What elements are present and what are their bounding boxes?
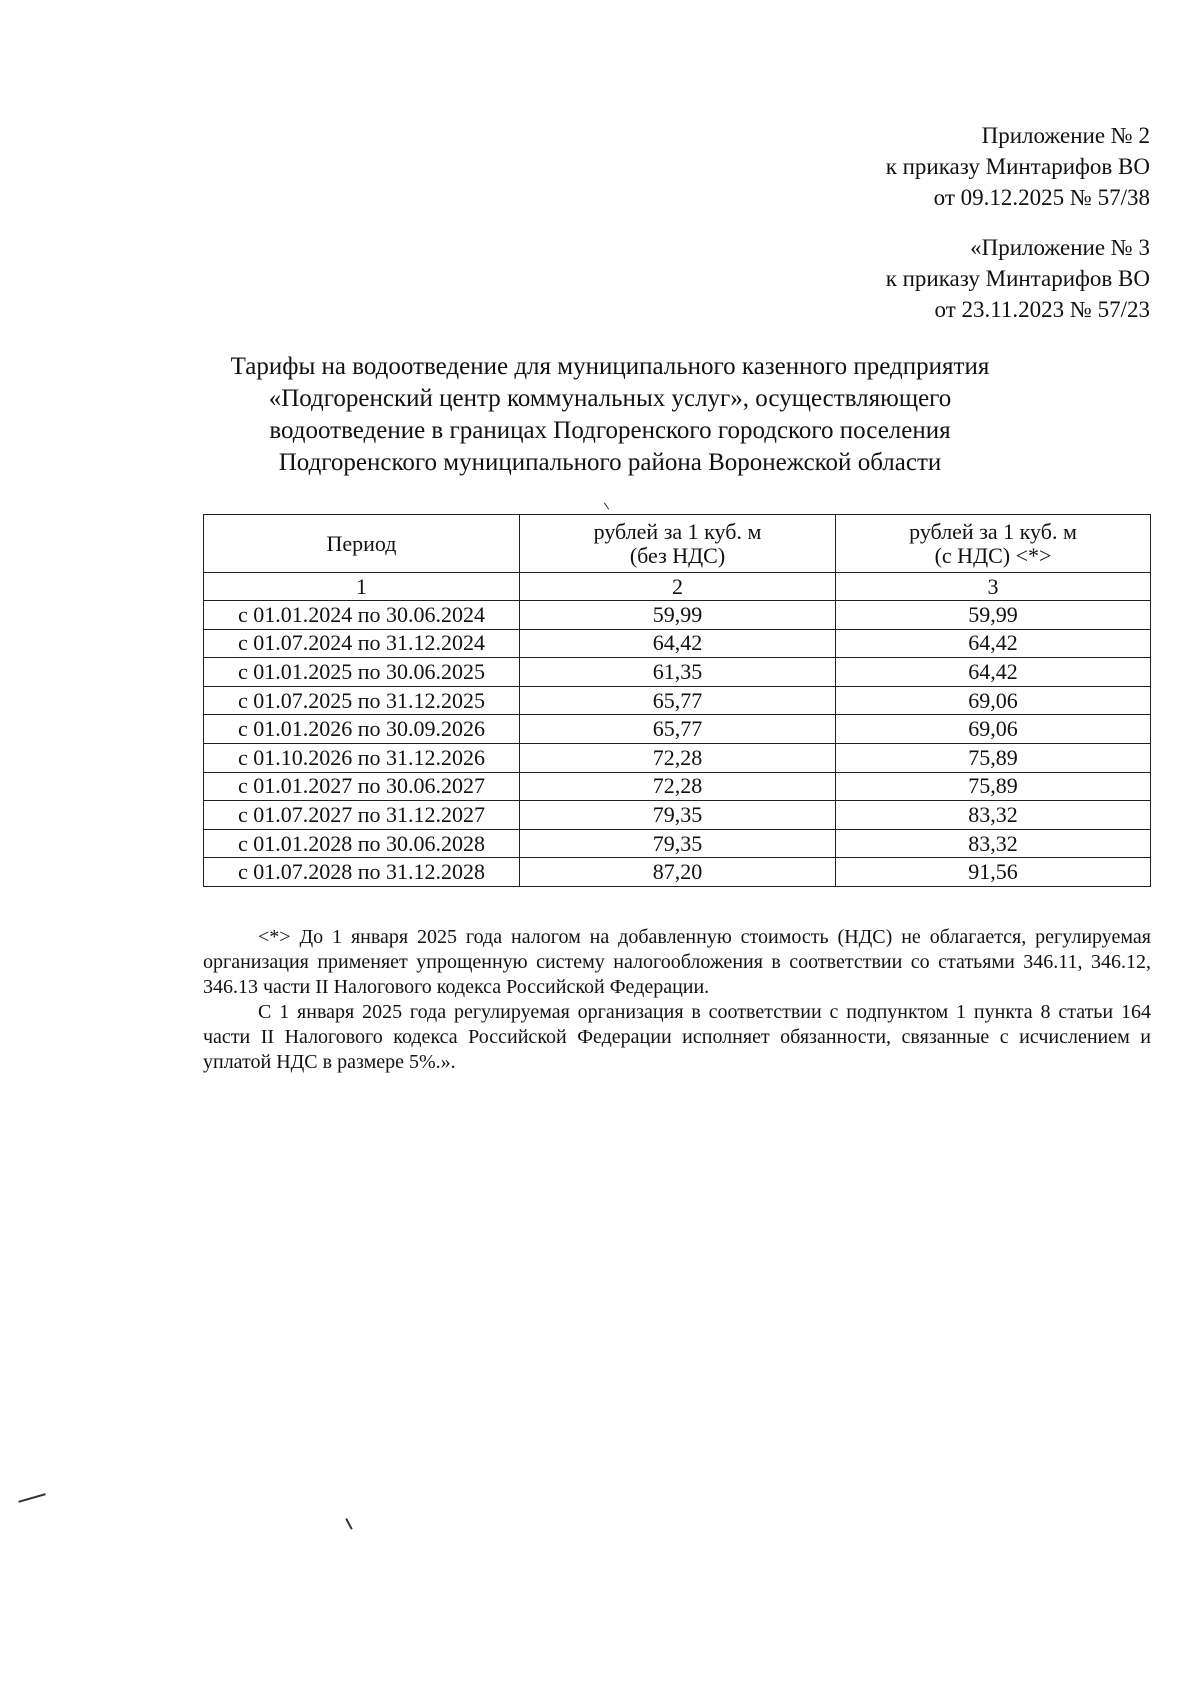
header-with-vat-line1: рублей за 1 куб. м [909, 518, 1077, 544]
title-line: Подгоренского муниципального района Воронежской области [278, 449, 942, 476]
period-cell: с 01.10.2026 по 31.12.2026 [204, 743, 520, 772]
scan-mark [345, 1518, 352, 1529]
tariff-table [203, 514, 1151, 887]
header-no-vat-line2: (без НДС) [629, 542, 726, 568]
period-cell: с 01.07.2025 по 31.12.2025 [204, 686, 520, 715]
title-line: водоотведение в границах Подгоренского городского поселения [269, 417, 951, 444]
tariff-no-vat-cell: 72,28 [520, 772, 836, 801]
tariff-with-vat-cell: 69,06 [836, 715, 1151, 744]
annex-previous-date: от 23.11.2023 № 57/23 [934, 297, 1150, 322]
table-row [204, 658, 1151, 687]
period-cell: с 01.07.2028 по 31.12.2028 [204, 858, 520, 887]
period-cell: с 01.01.2026 по 30.09.2026 [204, 715, 520, 744]
tariff-with-vat-cell: 83,32 [836, 829, 1151, 858]
document-title [180, 351, 1040, 479]
tariff-no-vat-cell: 61,35 [520, 658, 836, 687]
header-with-vat-line2: (с НДС) <*> [934, 542, 1052, 568]
tariff-no-vat-cell: 64,42 [520, 629, 836, 658]
tariff-with-vat-cell: 91,56 [836, 858, 1151, 887]
table-row [204, 801, 1151, 830]
period-cell: с 01.01.2027 по 30.06.2027 [204, 772, 520, 801]
column-number: 2 [520, 573, 836, 601]
period-cell: с 01.07.2024 по 31.12.2024 [204, 629, 520, 658]
tariff-no-vat-cell: 59,99 [520, 601, 836, 630]
annex-current-date: от 09.12.2025 № 57/38 [933, 185, 1150, 210]
title-line: Тарифы на водоотведение для муниципального казенного предприятия [230, 353, 990, 380]
table-header-row [204, 515, 1151, 573]
tariff-no-vat-cell: 79,35 [520, 829, 836, 858]
tariff-with-vat-cell: 59,99 [836, 601, 1151, 630]
tariff-no-vat-cell: 79,35 [520, 801, 836, 830]
annex-current-reference [886, 120, 1150, 213]
period-cell: с 01.01.2024 по 30.06.2024 [204, 601, 520, 630]
table-row [204, 629, 1151, 658]
scan-mark [604, 502, 609, 509]
tariff-with-vat-cell: 75,89 [836, 772, 1151, 801]
tariff-with-vat-cell: 64,42 [836, 658, 1151, 687]
header-with-vat [836, 515, 1151, 573]
table-row [204, 772, 1151, 801]
annex-previous-number: «Приложение № 3 [970, 235, 1150, 260]
header-period: Период [204, 515, 520, 573]
column-number: 1 [204, 573, 520, 601]
period-cell: с 01.07.2027 по 31.12.2027 [204, 801, 520, 830]
tariff-with-vat-cell: 83,32 [836, 801, 1151, 830]
annex-previous-reference [886, 232, 1150, 325]
column-number-row [204, 573, 1151, 601]
title-line: «Подгоренский центр коммунальных услуг», осуществляющего [268, 385, 952, 412]
annex-previous-order: к приказу Минтарифов ВО [885, 266, 1150, 291]
tariff-no-vat-cell: 65,77 [520, 715, 836, 744]
table-row [204, 715, 1151, 744]
note-vat-obligation: С 1 января 2025 года регулируемая организация в соответствии с подпунктом 1 пункта 8 статьи 164 части II Налогового кодекса Российской Федерации исполняет обязанности, связанные с исчислением и уплатой НДС в размере 5%.». [203, 1001, 1151, 1073]
table-row [204, 858, 1151, 887]
tariff-with-vat-cell: 69,06 [836, 686, 1151, 715]
tariff-no-vat-cell: 65,77 [520, 686, 836, 715]
column-number: 3 [836, 573, 1151, 601]
header-no-vat [520, 515, 836, 573]
table-row [204, 829, 1151, 858]
annex-current-order: к приказу Минтарифов ВО [885, 154, 1150, 179]
tariff-no-vat-cell: 87,20 [520, 858, 836, 887]
notes-section [203, 925, 1151, 1075]
tariff-no-vat-cell: 72,28 [520, 743, 836, 772]
header-no-vat-line1: рублей за 1 куб. м [593, 518, 762, 544]
tariff-with-vat-cell: 64,42 [836, 629, 1151, 658]
period-cell: с 01.01.2028 по 30.06.2028 [204, 829, 520, 858]
tariff-with-vat-cell: 75,89 [836, 743, 1151, 772]
period-cell: с 01.01.2025 по 30.06.2025 [204, 658, 520, 687]
footnote-vat-exemption: <*> До 1 января 2025 года налогом на добавленную стоимость (НДС) не облагается, регулируемая организация применяет упрощенную систему налогообложения в соответствии со статьями 346.11, 346.12, 346.13 части II Налогового кодекса Российской Федерации. [203, 926, 1151, 998]
annex-current-number: Приложение № 2 [981, 123, 1150, 148]
table-row [204, 686, 1151, 715]
scan-mark [18, 1493, 45, 1502]
table-row [204, 743, 1151, 772]
table-row [204, 601, 1151, 630]
